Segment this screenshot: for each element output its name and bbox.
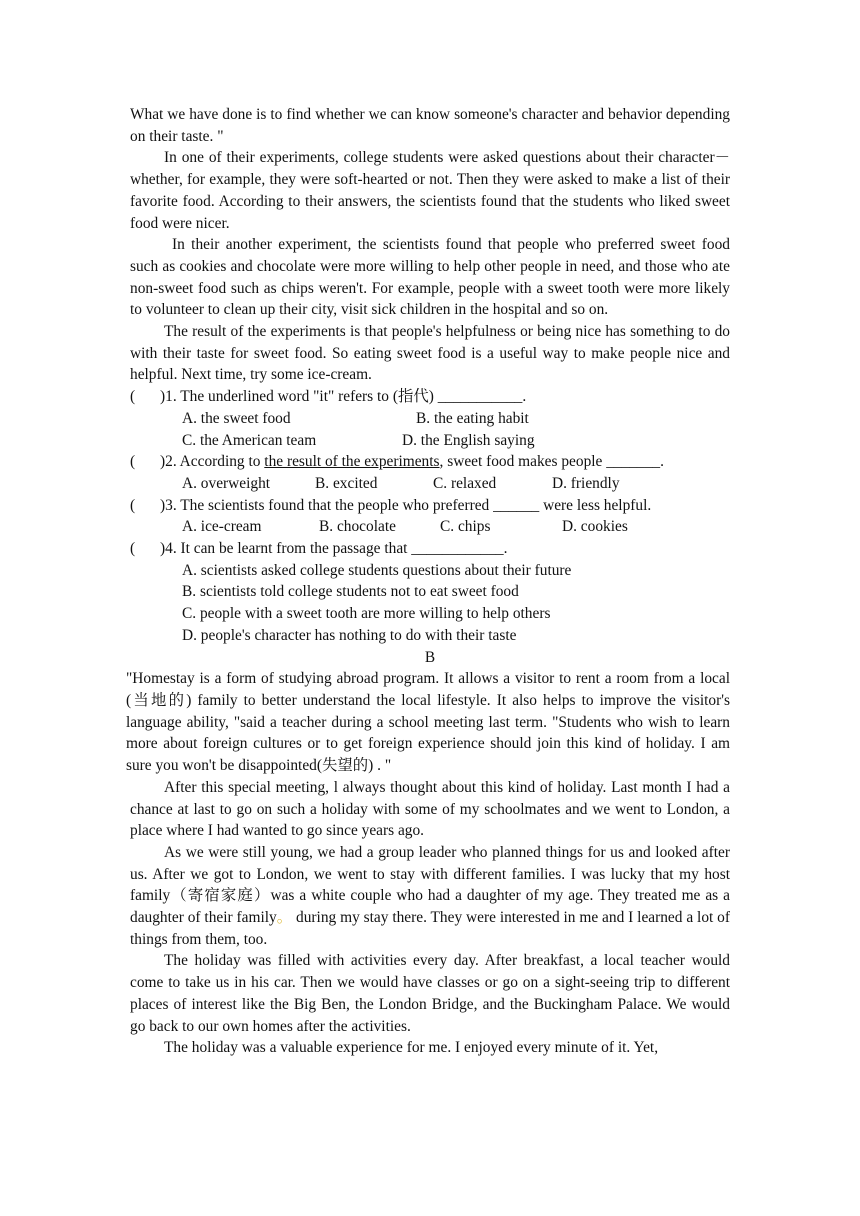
question-2-stem-end: , sweet food makes people _______. (439, 453, 664, 471)
question-2-stem-start: )2. According to (160, 453, 265, 471)
document-page (126, 104, 730, 1059)
question-3-options-row (182, 516, 730, 538)
option-a: A. scientists asked college students questions about their future (182, 561, 572, 579)
question-3-stem: )3. The scientists found that the people who preferred ______ were less helpful. (160, 496, 652, 514)
option-b: B. scientists told college students not to eat sweet food (182, 583, 519, 601)
option-d: D. people's character has nothing to do with their taste (182, 626, 517, 644)
option-b: B. excited (315, 474, 378, 492)
question-4-stem: )4. It can be learnt from the passage that ____________. (160, 540, 508, 558)
option-d: D. the English saying (402, 431, 535, 449)
passage-b-paragraph-2: After this special meeting, l always thought about this kind of holiday. Last month I had a chance at last to go on such a holiday with some of my schoolmates and we went to London, a place where I had wanted to go since years ago. (130, 778, 730, 840)
answer-blank[interactable]: ( (130, 453, 136, 471)
passage-a-paragraph-1: What we have done is to find whether we can know someone's character and behavior depending on their taste. " (130, 106, 730, 145)
question-4 (130, 538, 730, 647)
question-2-options-row (182, 473, 730, 495)
option-b: B. chocolate (319, 518, 396, 536)
option-c: C. chips (440, 518, 491, 536)
question-1-options-row-1 (182, 408, 730, 430)
question-1 (130, 386, 730, 451)
option-d: D. friendly (552, 474, 620, 492)
answer-blank[interactable]: ( (130, 496, 136, 514)
passage-a-paragraph-3: In their another experiment, the scientists found that people who preferred sweet food such as cookies and chocolate were more willing to help other people in need, and those who ate non-sweet food such as chips weren't. For example, people with a sweet tooth were more likely to volunteer to clean up their city, visit sick children in the hospital and so on. (130, 236, 730, 319)
question-1-options-row-2 (182, 430, 730, 452)
answer-blank[interactable]: ( (130, 540, 136, 558)
option-a: A. overweight (182, 474, 271, 492)
passage-b-paragraph-5: The holiday was a valuable experience for me. I enjoyed every minute of it. Yet, (164, 1039, 659, 1057)
passage-b-paragraph-3-text-end: during my stay there. They were interested in me and I learned a lot of things from them, too. (130, 909, 730, 948)
option-c: C. the American team (182, 431, 317, 449)
option-c: C. people with a sweet tooth are more willing to help others (182, 605, 551, 623)
passage-b-paragraph-3-text: As we were still young, we had a group leader who planned things for us and looked after us. After we got to London, we went to stay with different families. I was lucky that my host family（寄宿家庭）was a white couple who had a daughter of my age. They treated me as a daughter of their family (130, 843, 730, 927)
question-2 (130, 451, 730, 494)
passage-b-paragraph-1: "Homestay is a form of studying abroad program. It allows a visitor to rent a room from a local (当地的) family to better understand the local lifestyle. It also helps to improve the visitor's language ability, "said a teacher during a school meeting last term. "Students who wish to learn more about foreign cultures or to get foreign experience should join this kind of holiday. I am sure you won't be disappointed(失望的) . " (126, 670, 730, 775)
option-a: A. ice-cream (182, 518, 262, 536)
stray-mark: 。 (276, 909, 293, 927)
passage-b-paragraph-4: The holiday was filled with activities every day. After breakfast, a local teacher would come to take us in his car. Then we would have classes or go on a sight-seeing trip to different places of interest like the Big Ben, the London Bridge, and the Buckingham Palace. We would go back to our own homes after the activities. (130, 952, 730, 1035)
option-a: A. the sweet food (182, 409, 291, 427)
option-d: D. cookies (562, 518, 628, 536)
section-b-heading: B (424, 648, 436, 666)
underlined-phrase: the result of the experiments (264, 453, 440, 471)
question-3 (130, 495, 730, 538)
passage-b-paragraph-3 (130, 842, 730, 951)
question-1-stem: )1. The underlined word "it" refers to (指代) ___________. (160, 388, 527, 406)
option-b: B. the eating habit (416, 409, 529, 427)
option-c: C. relaxed (433, 474, 497, 492)
passage-a-paragraph-4: The result of the experiments is that people's helpfulness or being nice has something to do with their taste for sweet food. So eating sweet food is a useful way to make people nice and helpful. Next time, try some ice-cream. (130, 323, 730, 384)
answer-blank[interactable]: ( (130, 388, 136, 406)
passage-a-paragraph-2: In one of their experiments, college students were asked questions about their character－whether, for example, they were soft-hearted or not. Then they were asked to make a list of their favorite food. According to their answers, the scientists found that the students who liked sweet food were nicer. (130, 149, 730, 232)
